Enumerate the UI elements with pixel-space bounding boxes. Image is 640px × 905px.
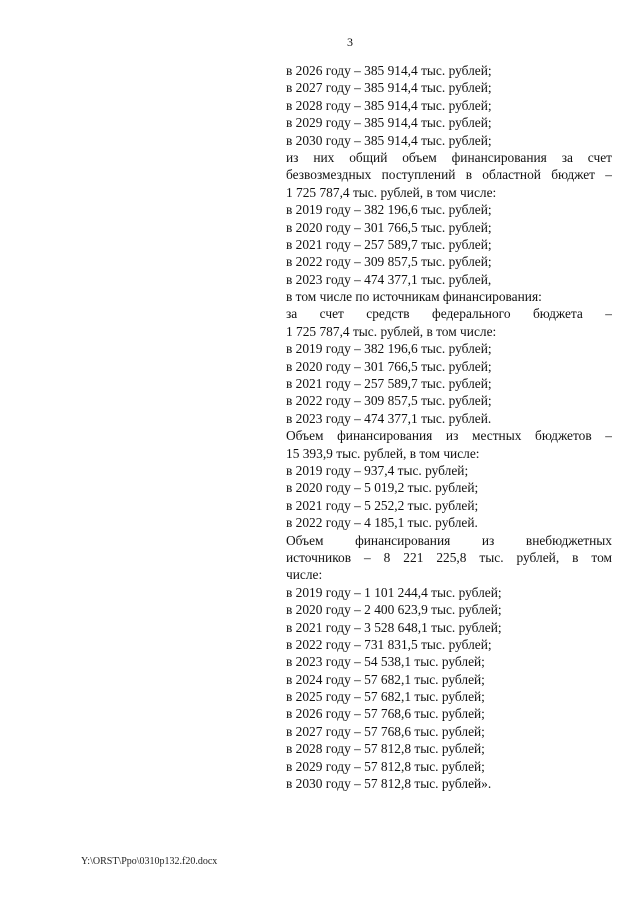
text-line: числе:	[286, 567, 323, 583]
text-line: в 2023 году – 54 538,1 тыс. рублей;	[286, 654, 485, 670]
footer-file-path: Y:\ORST\Ppo\0310p132.f20.docx	[81, 856, 218, 867]
text-line: в 2023 году – 474 377,1 тыс. рублей.	[286, 410, 492, 426]
text-line: в 2025 году – 57 682,1 тыс. рублей;	[286, 689, 485, 705]
text-line: в 2026 году – 57 768,6 тыс. рублей;	[286, 706, 485, 722]
text-line: в 2021 году – 5 252,2 тыс. рублей;	[286, 497, 479, 513]
text-line: в 2024 году – 57 682,1 тыс. рублей;	[286, 671, 485, 687]
text-line: безвозмездных поступлений в областной бюджет –	[286, 167, 612, 183]
text-line: в 2029 году – 57 812,8 тыс. рублей;	[286, 758, 485, 774]
text-line: Объем финансирования из внебюджетных	[286, 532, 612, 548]
text-line: в 2019 году – 382 196,6 тыс. рублей;	[286, 341, 492, 357]
text-line: в 2030 году – 385 914,4 тыс. рублей;	[286, 132, 492, 148]
text-line: в 2021 году – 3 528 648,1 тыс. рублей;	[286, 619, 502, 635]
text-line: в 2027 году – 385 914,4 тыс. рублей;	[286, 80, 492, 96]
text-line: в 2022 году – 4 185,1 тыс. рублей.	[286, 515, 478, 531]
text-line: в 2027 году – 57 768,6 тыс. рублей;	[286, 723, 485, 739]
text-line: в 2026 году – 385 914,4 тыс. рублей;	[286, 63, 492, 78]
text-line: Объем финансирования из местных бюджетов –	[286, 428, 612, 444]
text-line: в 2028 году – 57 812,8 тыс. рублей;	[286, 741, 485, 757]
text-line: в 2029 году – 385 914,4 тыс. рублей;	[286, 115, 492, 131]
text-line: источников – 8 221 225,8 тыс. рублей, в том	[286, 549, 612, 565]
text-line: в 2030 году – 57 812,8 тыс. рублей».	[286, 776, 492, 792]
text-line: в 2019 году – 382 196,6 тыс. рублей;	[286, 202, 492, 218]
text-line: в 2019 году – 1 101 244,4 тыс. рублей;	[286, 584, 502, 600]
text-line: в 2022 году – 309 857,5 тыс. рублей;	[286, 254, 492, 270]
text-line: в 2021 году – 257 589,7 тыс. рублей;	[286, 236, 492, 252]
text-line: в 2022 году – 309 857,5 тыс. рублей;	[286, 393, 492, 409]
body-text-column	[286, 62, 612, 792]
text-line: в 2019 году – 937,4 тыс. рублей;	[286, 462, 469, 478]
text-line: 15 393,9 тыс. рублей, в том числе:	[286, 445, 480, 461]
text-line: 1 725 787,4 тыс. рублей, в том числе:	[286, 323, 497, 339]
text-line: в 2020 году – 5 019,2 тыс. рублей;	[286, 480, 479, 496]
text-line: из них общий объем финансирования за счет	[286, 149, 612, 165]
text-line: в 2020 году – 301 766,5 тыс. рублей;	[286, 219, 492, 235]
text-line: в 2021 году – 257 589,7 тыс. рублей;	[286, 376, 492, 392]
page-number: 3	[347, 35, 353, 49]
text-line: в том числе по источникам финансирования:	[286, 289, 542, 305]
text-line: 1 725 787,4 тыс. рублей, в том числе:	[286, 184, 497, 200]
text-line: в 2023 году – 474 377,1 тыс. рублей,	[286, 271, 492, 287]
text-line: в 2022 году – 731 831,5 тыс. рублей;	[286, 636, 492, 652]
text-line: в 2020 году – 2 400 623,9 тыс. рублей;	[286, 602, 502, 618]
text-line: в 2020 году – 301 766,5 тыс. рублей;	[286, 358, 492, 374]
text-line: в 2028 году – 385 914,4 тыс. рублей;	[286, 97, 492, 113]
text-line: за счет средств федерального бюджета –	[286, 306, 612, 322]
